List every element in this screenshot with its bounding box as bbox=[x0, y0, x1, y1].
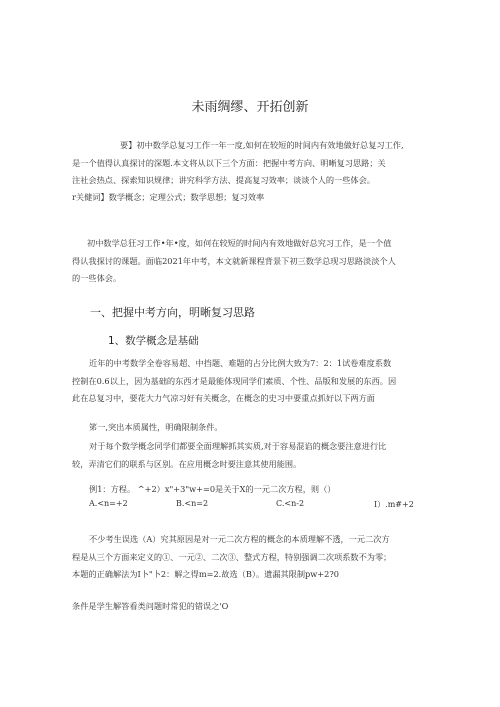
subsection-heading: 1、数学概念是基础 bbox=[108, 335, 199, 347]
section-heading: 一、把握中考方向，明晰复习思路 bbox=[90, 306, 255, 319]
option-b: B.<n=2 bbox=[176, 499, 209, 508]
body-line: 本题的正确解法为I卜"卜2：解之得m=2.故选（B）。遗漏其限制pw+2?0 bbox=[72, 569, 339, 580]
abstract-line: 注社会热点、探索知识规律；讲究科学方法、提高复习效率；谈谈个人的一些体会。 bbox=[72, 175, 375, 186]
intro-line: 得认我探讨的课题。面临2021年中考，本文就新课程背景下初三数学总现习思路淡淡个人 bbox=[72, 255, 396, 266]
keywords-line: r关健词】数学概念；定理公式；数学思想；复习效率 bbox=[72, 192, 265, 202]
body-line: 不少考生误选（A）究其原因是对一元二次方程的概念的本质理解不透，一元二次方 bbox=[89, 534, 390, 544]
intro-line: 初中数学总狂习工作•年•度，如何在较短的时间内有效地做好总究习工作，是一个值 bbox=[87, 238, 392, 248]
body-line: 控制在0.6以上，因为基础的东西才是最能体现同学们素质、个性、品版和发展的东西。因 bbox=[72, 375, 397, 386]
body-paragraph: 笫一,突出本质属性，明确限制条件。 bbox=[89, 422, 223, 432]
example-question: 例1：方程。 ^+2）x"+3"w+=0是关于X的一元二次方程，则（） bbox=[89, 484, 336, 494]
abstract-paragraph bbox=[72, 137, 404, 190]
option-d: I）.m#+2 bbox=[374, 500, 414, 509]
body-paragraph bbox=[72, 531, 391, 584]
intro-line: 的一些体会。 bbox=[72, 273, 122, 284]
body-paragraph bbox=[72, 438, 387, 473]
body-line: 此在总复习中，要花大力气凉习好有关概念，在概念的史习中要重点抓好以下两方面 bbox=[72, 393, 375, 404]
body-paragraph: 条件是学生解答看类问题时常犯的错误之'O bbox=[72, 601, 229, 611]
option-c: C.<n-2 bbox=[276, 499, 305, 508]
document-title: 未雨绸缪、开拓创新 bbox=[191, 100, 309, 115]
intro-paragraph bbox=[72, 235, 396, 288]
abstract-line: 是一个值得认真探讨的深題.本文将从以下三个方面：把握中考方向、明晰复习思路；关 bbox=[72, 157, 386, 168]
body-line: 近年的中考数学全卷容易超、中挡题、难题的占分比例大致为7：2：1试卷难度系数 bbox=[89, 358, 392, 368]
body-line: 程是从三个方面来定义的①、一元②、二次③、整式方程，特别强调二次项系数不为零； bbox=[72, 551, 392, 562]
body-line: 较，弄清它们的联系与区别。在应用概念时要注意其使用能围。 bbox=[72, 458, 302, 469]
body-paragraph bbox=[72, 355, 396, 408]
option-a: A.<n=+2 bbox=[89, 499, 128, 508]
body-line: 对于每个数学概念同学们都要全面理解抓其实质,对于容易混谄的概念要注意进行比 bbox=[89, 441, 387, 451]
abstract-line: 要】初中数学总复习工作一年一度,如何在较短的时间内有效地做好总复习工作, bbox=[120, 140, 404, 150]
